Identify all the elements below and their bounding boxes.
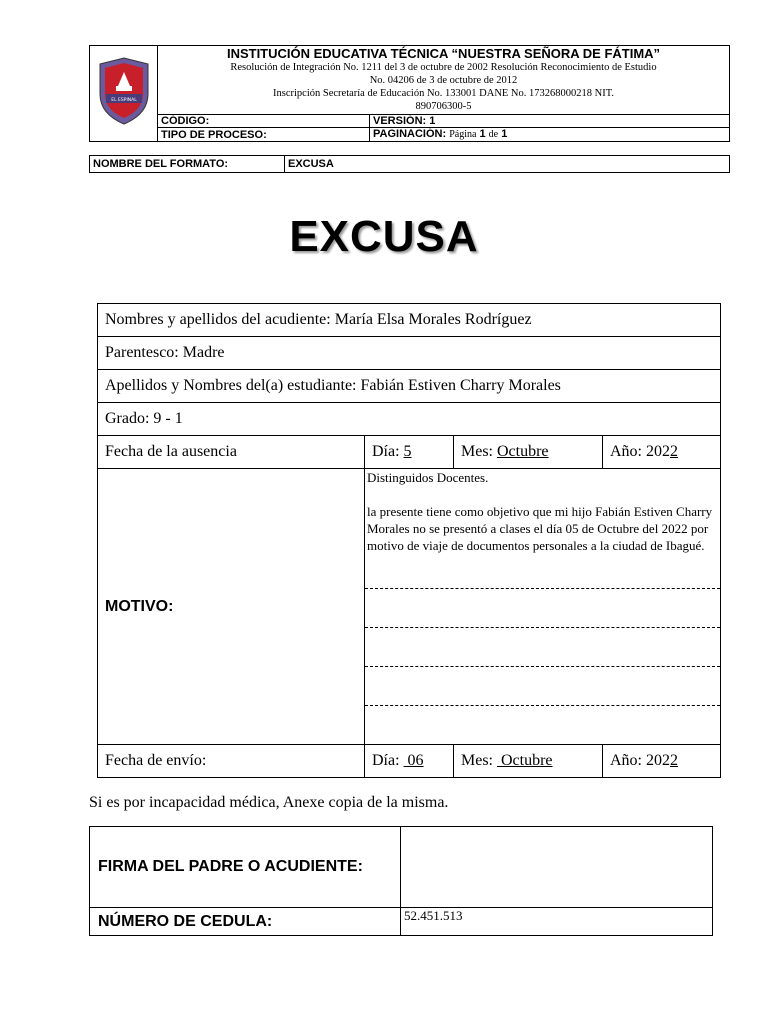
blank-line (365, 588, 720, 627)
blank-line (365, 705, 720, 744)
school-shield-logo (94, 56, 154, 126)
registration-line: Inscripción Secretaría de Educación No. 133001 DANE No. 173268000218 NIT. (273, 88, 614, 99)
page-word: Página (449, 129, 477, 140)
blank-line (365, 666, 720, 705)
blank-line (365, 627, 720, 666)
sent-day-label: Día: (372, 752, 400, 769)
pagination-cell (370, 128, 730, 142)
institution-name: INSTITUCIÓN EDUCATIVA TÉCNICA “NUESTRA SEÑORA DE FÁTIMA” (226, 46, 661, 61)
signature-table (89, 826, 713, 936)
sent-month-value: Octubre (501, 752, 553, 769)
format-name-row (89, 155, 730, 173)
institution-info (158, 46, 730, 115)
logo-text: EL ESPINAL (110, 98, 137, 103)
resolution-line-2: No. 04206 de 3 de octubre de 2012 (369, 75, 518, 86)
absence-month-label: Mes: (461, 443, 493, 460)
reason-body: la presente tiene como objetivo que mi hijo Fabián Estiven Charry Morales no se presentó a clases el día 05 de Octubre del 2022 por motivo de viaje de documentos personales a la ciudad de Ibagué. (367, 504, 713, 553)
logo-cell (90, 46, 158, 142)
absence-month-cell (454, 436, 603, 469)
sent-day-value: 06 (407, 752, 424, 769)
absence-day-value: 5 (403, 443, 412, 460)
format-name-label: NOMBRE DEL FORMATO: (90, 156, 285, 173)
excuse-form (97, 303, 721, 778)
absence-day-cell (365, 436, 454, 469)
sent-date-label: Fecha de envío: (98, 745, 365, 778)
page-total: 1 (501, 128, 508, 140)
reason-text-area (365, 469, 721, 745)
version-cell: VERSIÓN: 1 (370, 115, 730, 128)
medical-note: Si es por incapacidad médica, Anexe copia de la misma. (89, 794, 449, 811)
sent-year-last-digit: 2 (670, 752, 678, 769)
absence-month-value: Octubre (497, 443, 549, 460)
signature-box[interactable] (401, 827, 713, 908)
of-word: de (488, 129, 499, 140)
sent-year-label: Año: 202 (610, 752, 670, 769)
absence-year-last-digit: 2 (670, 443, 678, 460)
pagination-label: PAGINACIÓN: (373, 128, 447, 140)
absence-date-label: Fecha de la ausencia (98, 436, 365, 469)
signature-label: FIRMA DEL PADRE O ACUDIENTE: (90, 827, 401, 908)
nit-number: 890706300-5 (415, 101, 472, 112)
grade-field: Grado: 9 - 1 (98, 403, 721, 436)
sent-day-cell (365, 745, 454, 778)
reason-greeting: Distinguidos Docentes. (367, 470, 489, 485)
sent-month-cell (454, 745, 603, 778)
format-name-value: EXCUSA (285, 156, 730, 173)
process-type-cell: TIPO DE PROCESO: (158, 128, 370, 142)
page-title: EXCUSA (289, 212, 479, 261)
sent-year-cell (603, 745, 721, 778)
absence-year-label: Año: 202 (610, 443, 670, 460)
document-header (89, 45, 730, 142)
id-number-label: NÚMERO DE CEDULA: (90, 908, 401, 936)
code-cell: CÓDIGO: (158, 115, 370, 128)
relationship-field: Parentesco: Madre (98, 337, 721, 370)
absence-day-label: Día: (372, 443, 400, 460)
student-field: Apellidos y Nombres del(a) estudiante: Fabián Estiven Charry Morales (98, 370, 721, 403)
reason-label: MOTIVO: (98, 469, 365, 745)
absence-year-cell (603, 436, 721, 469)
resolution-line-1: Resolución de Integración No. 1211 del 3 de octubre de 2002 Resolución Reconocimiento de Estudio (230, 62, 657, 73)
page-number: 1 (479, 128, 486, 140)
guardian-field: Nombres y apellidos del acudiente: María Elsa Morales Rodríguez (98, 304, 721, 337)
id-number-value: 52.451.513 (401, 908, 713, 936)
sent-month-label: Mes: (461, 752, 493, 769)
